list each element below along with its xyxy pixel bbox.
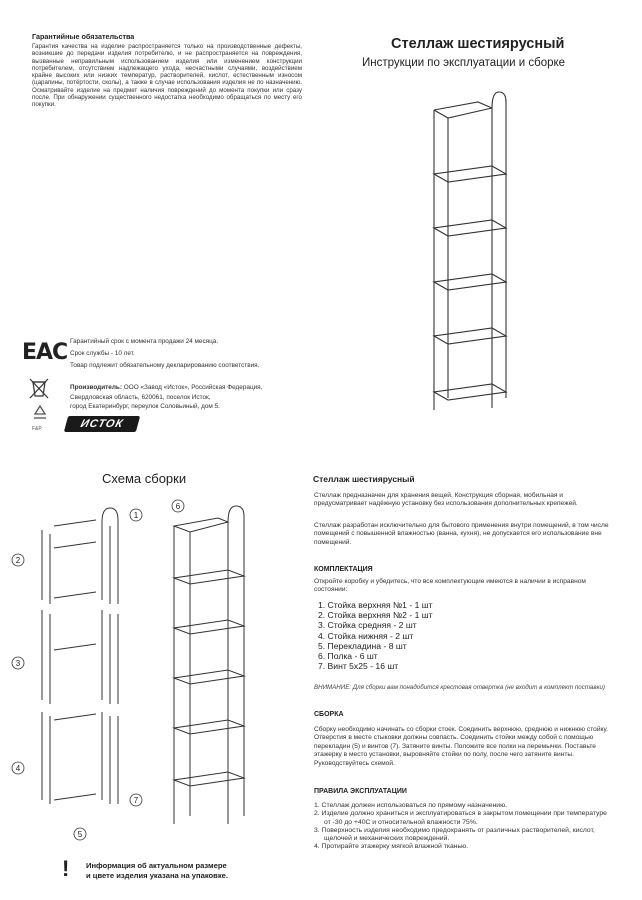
callout-2: 2: [15, 556, 21, 565]
callout-5: 5: [77, 830, 83, 839]
service-life: Срок службы - 10 лет.: [70, 350, 135, 357]
eac-logo: EAC: [22, 340, 68, 365]
assembly-diagram-exploded: [10, 500, 160, 840]
callout-3: 3: [15, 659, 21, 668]
no-trash-bin-icon: [28, 376, 50, 400]
callout-7: 7: [133, 796, 139, 805]
warranty-period: Гарантийный срок с момента продажи 24 месяца.: [70, 338, 219, 345]
address-line1: Свердловская область, 620061, поселок Исток,: [70, 394, 211, 401]
guarantee-text: Гарантия качества на изделие распространяется только на производственные дефекты, возникшие до передачи изделия потребителю, и не распространяется на повреждения, вызванные неправильным использованием изделия или изменением конструкции потребителем, отсутствием надлежащего ухода, несчастными случаями, воздействием крайне высоких или низких температур, растворителей, кислот, естественным износом (царапины, потёртости, сколы), а также в случае использования изделия не по назначению. Осматривайте изделие на предмет наличия повреждений до момента покупки или сразу после. При обнаружении существенного недостатка необходимо обращаться по месту его покупки.: [32, 43, 302, 109]
page-subtitle: Инструкции по эксплуатации и сборке: [362, 57, 566, 69]
kit-intro: Откройте коробку и убедитесь, что все комплектующие имеются в наличии в исправном состоянии:: [314, 578, 586, 594]
rules-list: [314, 802, 610, 852]
footer-warning-line1: Информация об актуальном размере: [86, 861, 227, 870]
recycle-mark: F&P: [32, 426, 42, 432]
list-item: 2. Стойка верхняя №2 - 1 шт: [318, 610, 433, 621]
kit-list: [318, 600, 433, 671]
address-line2: город Екатеринбург, переулок Соловьиный, дом 5.: [70, 403, 220, 410]
guarantee-title: Гарантийные обязательства: [32, 32, 135, 41]
assembly-schema-title: Схема сборки: [102, 471, 187, 486]
list-item: 5. Перекладина - 8 шт: [318, 640, 407, 651]
manufacturer-text: ООО «Завод «Исток», Российская Федерация,: [123, 384, 263, 391]
callout-4: 4: [15, 764, 21, 773]
kit-title: КОМПЛЕКТАЦИЯ: [314, 566, 373, 573]
list-item: 2. Изделие должно храниться и эксплуатироваться в закрытом помещении при температуре от -30 до +40С и относительной влажности 75%.: [314, 810, 607, 826]
brand-logo-text: ИСТОК: [79, 418, 125, 430]
description-title: Стеллаж шестиярусный: [313, 474, 415, 484]
footer-warning-line2: и цвете изделия указана на упаковке.: [86, 871, 228, 880]
manufacturer-label: Производитель:: [70, 384, 122, 391]
list-item: 4. Стойка нижняя - 2 шт: [318, 630, 414, 641]
callout-6: 6: [175, 502, 181, 511]
assembly-title: СБОРКА: [314, 711, 344, 718]
list-item: 7. Винт 5х25 - 16 шт: [318, 661, 399, 672]
warning-icon: !: [62, 856, 70, 881]
manufacturer: [70, 384, 262, 391]
declaration: Товар подлежит обязательному декларированию соответствия.: [70, 362, 260, 369]
list-item: 6. Полка - 6 шт: [318, 651, 378, 662]
recycle-icon: [30, 404, 50, 424]
page-title: Стеллаж шестиярусный: [391, 36, 565, 52]
kit-note: ВНИМАНИЕ: Для сборки вам понадобится крестовая отвертка (не входит в комплект поставки): [314, 684, 605, 691]
list-item: 3. Поверхность изделия необходимо предохранять от различных растворителей, кислот, щелочей и механических повреждений.: [314, 826, 595, 843]
description-para1: Стеллаж предназначен для хранения вещей. Конструкция сборная, мобильная и предусматривает надёжную установку без использования дополнительных крепежей.: [314, 492, 578, 508]
assembly-diagram-assembled: [164, 498, 258, 828]
list-item: 3. Стойка средняя - 2 шт: [318, 620, 417, 631]
brand-logo: [64, 416, 140, 432]
rules-title: ПРАВИЛА ЭКСПЛУАТАЦИИ: [314, 788, 407, 795]
footer-warning: [86, 861, 256, 881]
assembly-text: Сборку необходимо начинать со сборки стоек. Соединить верхнюю, среднюю и нижнюю стойку. Отверстия в месте стыковки должны совпасть. Соединить стойки между собой с помощью перекладин (5) и винтов (7). Затяните винты. Положите все полки на перемычки. Поставьте этажерку в место установки, выровняйте стойки по полу, после чего затяните винты. Руководствуйтесь схемой.: [314, 726, 608, 767]
list-item: 1. Стеллаж должен использоваться по прямому назначению.: [314, 802, 508, 809]
product-illustration: [428, 88, 518, 412]
list-item: 1. Стойка верхняя №1 - 1 шт: [318, 600, 433, 610]
description-para2: Стеллаж разработан исключительно для бытового применения внутри помещений, в том числе помещений с повышенной влажностью (ванна, кухня), не допускается его использование вне помещений.: [314, 522, 609, 546]
callout-1: 1: [133, 511, 139, 520]
list-item: 4. Протирайте этажерку мягкой влажной тканью.: [314, 843, 469, 851]
